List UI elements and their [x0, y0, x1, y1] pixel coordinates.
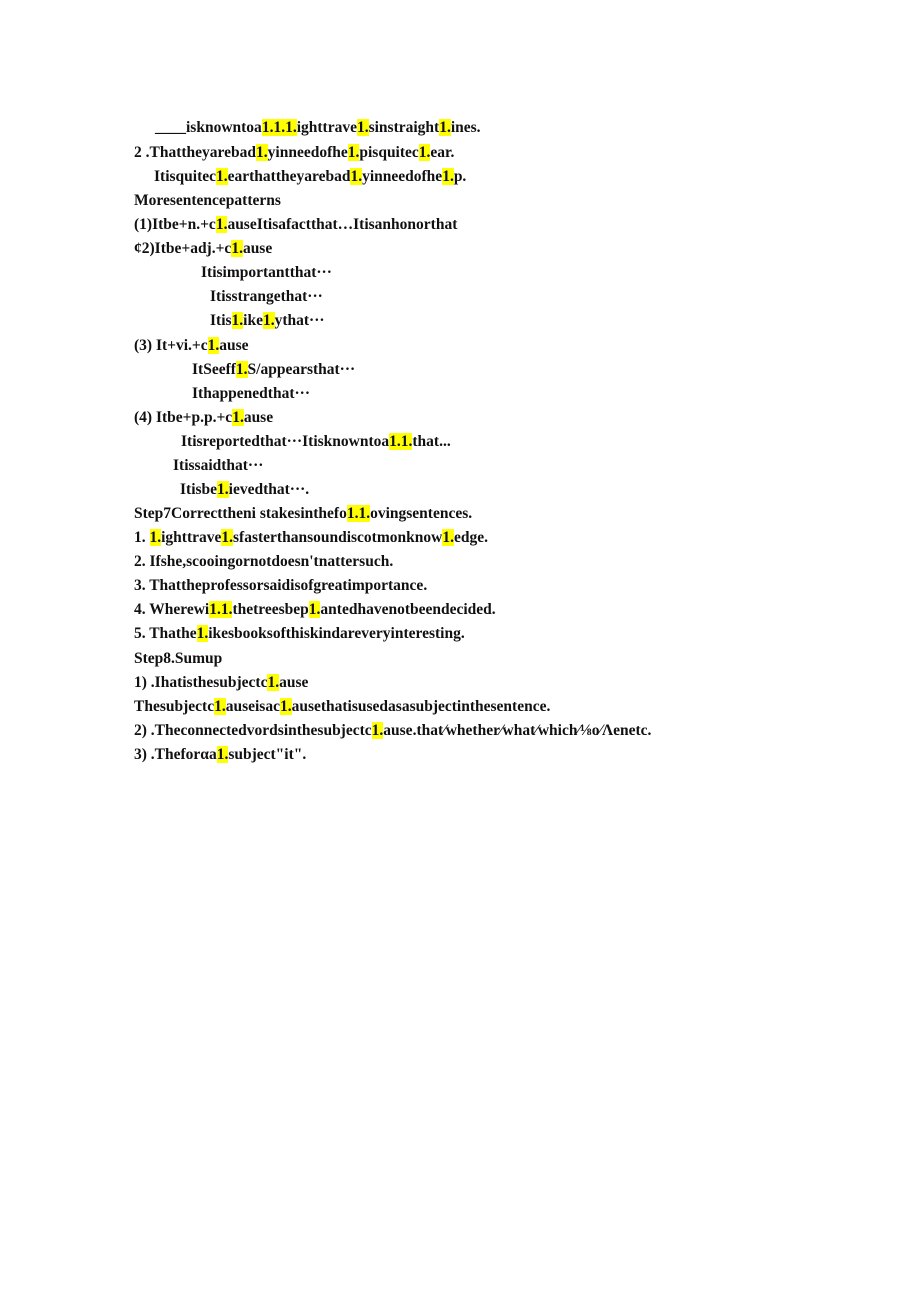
text-segment: Step7Correcttheni stakesinthefo [134, 505, 347, 522]
text-segment: ause [243, 409, 274, 426]
text-line [134, 239, 272, 261]
text-segment: auseItisafactthat…Itisanhonorthat [227, 216, 458, 233]
text-line [173, 456, 263, 478]
text-segment: 2 .Thattheyarebad [134, 144, 257, 161]
highlighted-text: 1. [217, 481, 229, 498]
text-line [192, 360, 355, 382]
text-segment: (4) Itbe+p.p.+c [134, 409, 233, 426]
highlighted-text: 1.1. [346, 505, 371, 522]
highlighted-text: 1.1.1. [261, 119, 297, 136]
highlighted-text: 1. [356, 119, 369, 136]
text-line [210, 287, 323, 309]
text-line [134, 191, 281, 213]
highlighted-text: 1. [207, 337, 220, 354]
text-segment: 4. Wherewi [134, 601, 210, 618]
text-segment: ause [242, 240, 273, 257]
highlighted-text: 1. [418, 144, 431, 161]
highlighted-text: 1. [279, 698, 292, 715]
text-segment: 1) .Ihatisthesubjectc [134, 674, 268, 691]
highlighted-text: 1. [308, 601, 321, 618]
text-line [134, 649, 222, 671]
highlighted-text: 1. [214, 698, 226, 715]
text-segment: Itissaidthat··· [173, 457, 264, 474]
text-line [201, 263, 332, 285]
text-segment: Itisquitec [154, 168, 216, 185]
text-line [134, 215, 457, 237]
text-segment: edge. [453, 529, 488, 546]
text-line [134, 721, 651, 743]
text-segment: ItSeeff [192, 361, 236, 378]
text-segment: S/appearsthat··· [247, 361, 356, 378]
highlighted-text: 1. [262, 312, 275, 329]
text-line [134, 504, 472, 526]
text-segment: ikesbooksofthiskindareveryinteresting. [208, 625, 465, 642]
text-line [155, 118, 481, 140]
text-segment: subject"it". [228, 746, 307, 763]
text-segment: Step8.Sumup [134, 650, 223, 667]
text-segment: ausethatisusedasasubjectinthesentence. [291, 698, 551, 715]
highlighted-text: 1. [371, 722, 384, 739]
text-segment: 3) .Theforαa [134, 746, 217, 763]
text-segment: 2. Ifshe,scooingornotdoesn'tnattersuch. [134, 553, 394, 570]
text-segment: thetreesbep [232, 601, 309, 618]
highlighted-text: 1. [439, 119, 451, 136]
text-segment: Itisbe [180, 481, 218, 498]
text-segment: 2) .Theconnectedvordsinthesubjectc [134, 722, 372, 739]
text-line [134, 336, 249, 358]
text-segment: sfasterthansoundiscotmonknow [233, 529, 443, 546]
text-segment: earthattheyarebad [227, 168, 351, 185]
text-segment: that... [412, 433, 451, 450]
text-segment: yinneedofhe [362, 168, 443, 185]
text-line [134, 600, 496, 622]
text-line [134, 697, 550, 719]
highlighted-text: 1. [216, 746, 229, 763]
text-segment: ause.that⁄whether⁄what⁄which⁄⅛o⁄Λenetc. [383, 722, 652, 739]
text-segment: antedhavenotbeendecided. [320, 601, 496, 618]
text-segment: 5. Thathe [134, 625, 197, 642]
highlighted-text: 1. [256, 144, 268, 161]
text-segment: ievedthat···. [228, 481, 310, 498]
highlighted-text: 1. [347, 144, 360, 161]
highlighted-text: 1. [231, 240, 243, 257]
highlighted-text: 1. [196, 625, 209, 642]
text-segment: Itisreportedthat···Itisknowntoa [181, 433, 390, 450]
highlighted-text: 1.1. [209, 601, 233, 618]
text-line [134, 528, 488, 550]
highlighted-text: 1. [215, 216, 228, 233]
text-segment: Thesubjectc [134, 698, 215, 715]
text-segment: yinneedofhe [267, 144, 348, 161]
text-line [134, 624, 465, 646]
text-segment: ines. [450, 119, 481, 136]
highlighted-text: 1.1. [389, 433, 413, 450]
text-segment: ythat··· [274, 312, 325, 329]
text-segment: sinstraight [368, 119, 440, 136]
text-segment: Ithappenedthat··· [192, 385, 311, 402]
text-segment: Itis [210, 312, 232, 329]
highlighted-text: 1. [231, 312, 244, 329]
text-line [181, 432, 451, 454]
text-segment: ause [219, 337, 249, 354]
text-segment: (3) It+vi.+c [134, 337, 208, 354]
highlighted-text: 1. [232, 409, 244, 426]
text-line [180, 480, 309, 502]
highlighted-text: 1. [149, 529, 162, 546]
text-segment: Moresentencepatterns [134, 192, 281, 209]
text-segment: Itisimportantthat··· [201, 264, 332, 281]
text-segment: Itisstrangethat··· [210, 288, 323, 305]
highlighted-text: 1. [350, 168, 363, 185]
text-segment: ear. [430, 144, 455, 161]
text-segment: ighttrave [161, 529, 222, 546]
highlighted-text: 1. [442, 529, 454, 546]
text-line [134, 552, 393, 574]
text-segment: ____isknowntoa [155, 119, 262, 136]
highlighted-text: 1. [442, 168, 454, 185]
text-line [134, 143, 454, 165]
text-line [134, 745, 306, 767]
text-line [192, 384, 310, 406]
text-segment: pisquitec [359, 144, 419, 161]
text-line [134, 408, 273, 430]
text-segment: ike [243, 312, 263, 329]
text-segment: auseisac [225, 698, 280, 715]
highlighted-text: 1. [267, 674, 280, 691]
text-line [210, 311, 325, 333]
highlighted-text: 1. [235, 361, 248, 378]
text-segment: ovingsentences. [370, 505, 473, 522]
text-segment: p. [453, 168, 467, 185]
text-segment: (1)Itbe+n.+c [134, 216, 216, 233]
text-segment: ¢2)Itbe+adj.+c [134, 240, 232, 257]
text-segment: 1. [134, 529, 150, 546]
text-line [134, 576, 427, 598]
text-line [134, 673, 308, 695]
text-segment: ighttrave [296, 119, 357, 136]
text-segment: ause [279, 674, 309, 691]
highlighted-text: 1. [221, 529, 234, 546]
text-segment: 3. Thattheprofessorsaidisofgreatimportance. [134, 577, 428, 594]
highlighted-text: 1. [216, 168, 228, 185]
text-line [154, 167, 466, 189]
